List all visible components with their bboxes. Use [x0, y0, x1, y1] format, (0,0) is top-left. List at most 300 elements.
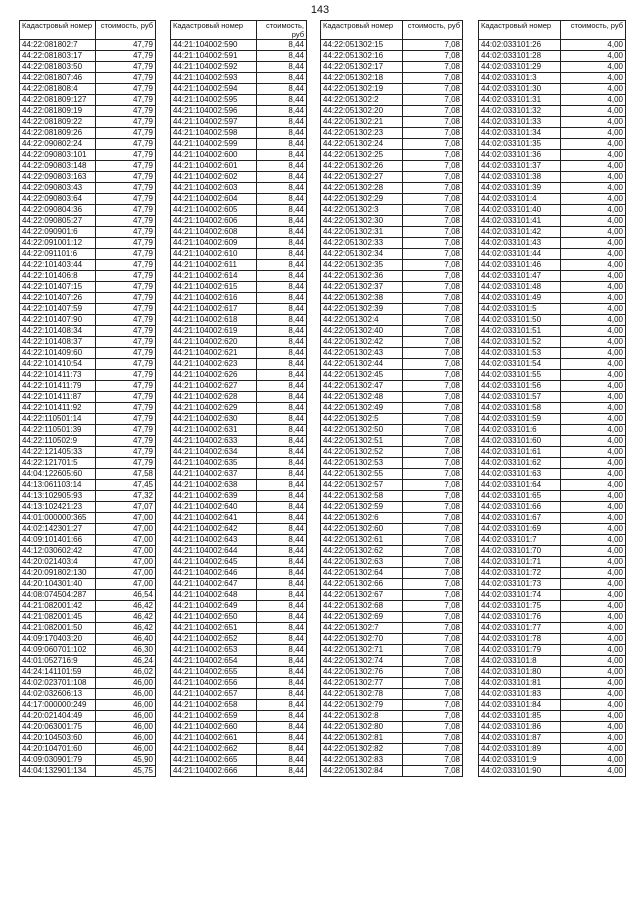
table-row	[479, 436, 626, 447]
cost-cell: 7,08	[403, 491, 463, 502]
cadastral-number-cell: 44:02:033101:40	[479, 205, 561, 216]
cadastral-number-cell: 44:22:051302:42	[321, 337, 403, 348]
cadastral-number-cell: 44:02:033101:62	[479, 458, 561, 469]
cost-cell: 4,00	[561, 282, 626, 293]
cost-cell: 47,79	[96, 238, 156, 249]
table-row	[171, 491, 307, 502]
table-row	[171, 392, 307, 403]
table-row	[321, 656, 463, 667]
cadastral-number-cell: 44:02:033101:58	[479, 403, 561, 414]
cost-cell: 4,00	[561, 139, 626, 150]
cost-cell: 7,08	[403, 315, 463, 326]
cadastral-number-cell: 44:20:104503:60	[20, 733, 96, 744]
table-row	[479, 480, 626, 491]
cadastral-number-cell: 44:21:104002:646	[171, 568, 257, 579]
cadastral-number-cell: 44:20:104701:60	[20, 744, 96, 755]
cadastral-number-cell: 44:22:051302:74	[321, 656, 403, 667]
cadastral-number-cell: 44:22:051302:76	[321, 667, 403, 678]
cost-cell: 7,08	[403, 249, 463, 260]
cost-cell: 8,44	[257, 436, 307, 447]
table-row	[20, 579, 156, 590]
cadastral-number-cell: 44:20:021403:4	[20, 557, 96, 568]
table-row	[20, 733, 156, 744]
cadastral-number-cell: 44:21:104002:597	[171, 117, 257, 128]
cadastral-number-cell: 44:02:033101:73	[479, 579, 561, 590]
cost-cell: 47,79	[96, 62, 156, 73]
cost-cell: 8,44	[257, 579, 307, 590]
table-body	[20, 40, 156, 777]
cadastral-number-cell: 44:02:033101:38	[479, 172, 561, 183]
cost-cell: 8,44	[257, 733, 307, 744]
table-row	[321, 40, 463, 51]
cadastral-number-cell: 44:22:081803:50	[20, 62, 96, 73]
table-row	[20, 722, 156, 733]
cost-cell: 7,08	[403, 469, 463, 480]
cost-cell: 46,30	[96, 645, 156, 656]
cost-cell: 4,00	[561, 128, 626, 139]
cadastral-number-cell: 44:22:051302:16	[321, 51, 403, 62]
cadastral-number-cell: 44:02:033101:84	[479, 700, 561, 711]
cost-cell: 7,08	[403, 348, 463, 359]
cadastral-number-cell: 44:22:051302:20	[321, 106, 403, 117]
table-row	[321, 95, 463, 106]
cadastral-number-cell: 44:22:051302:79	[321, 700, 403, 711]
cadastral-number-cell: 44:22:051302:35	[321, 260, 403, 271]
cost-cell: 47,79	[96, 392, 156, 403]
table-row	[171, 51, 307, 62]
table-row	[479, 601, 626, 612]
cadastral-number-cell: 44:09:030901:79	[20, 755, 96, 766]
cadastral-number-cell: 44:02:033101:33	[479, 117, 561, 128]
cadastral-number-cell: 44:22:051302:58	[321, 491, 403, 502]
table-row	[479, 337, 626, 348]
cost-cell: 7,08	[403, 414, 463, 425]
table-row	[171, 205, 307, 216]
cadastral-number-cell: 44:22:051302:61	[321, 535, 403, 546]
cadastral-number-cell: 44:22:051302:27	[321, 172, 403, 183]
cadastral-number-cell: 44:21:104002:651	[171, 623, 257, 634]
cadastral-number-cell: 44:22:101410:54	[20, 359, 96, 370]
cadastral-number-cell: 44:22:051302:47	[321, 381, 403, 392]
cadastral-number-cell: 44:21:104002:596	[171, 106, 257, 117]
cost-cell: 7,08	[403, 216, 463, 227]
table-row	[171, 293, 307, 304]
cadastral-number-cell: 44:21:104002:626	[171, 370, 257, 381]
table-row	[321, 733, 463, 744]
cadastral-number-cell: 44:22:051302:17	[321, 62, 403, 73]
table-row	[171, 700, 307, 711]
cost-cell: 7,08	[403, 425, 463, 436]
cadastral-number-cell: 44:22:101411:79	[20, 381, 96, 392]
cadastral-number-cell: 44:22:051302:55	[321, 469, 403, 480]
cadastral-number-cell: 44:22:051302:31	[321, 227, 403, 238]
table-row	[171, 590, 307, 601]
table-row	[171, 656, 307, 667]
cost-cell: 4,00	[561, 645, 626, 656]
cost-cell: 8,44	[257, 51, 307, 62]
cost-cell: 8,44	[257, 348, 307, 359]
cadastral-number-cell: 44:04:122605:60	[20, 469, 96, 480]
table-row	[479, 293, 626, 304]
cadastral-number-cell: 44:22:081802:7	[20, 40, 96, 51]
cost-cell: 7,08	[403, 326, 463, 337]
cadastral-number-cell: 44:21:104002:642	[171, 524, 257, 535]
cadastral-number-cell: 44:21:104002:590	[171, 40, 257, 51]
cadastral-number-cell: 44:20:063001:75	[20, 722, 96, 733]
cost-cell: 7,08	[403, 480, 463, 491]
table-header-row	[321, 21, 463, 40]
table-row	[20, 458, 156, 469]
cadastral-number-cell: 44:21:104002:595	[171, 95, 257, 106]
cadastral-number-cell: 44:22:051302:3	[321, 205, 403, 216]
cost-cell: 4,00	[561, 238, 626, 249]
page-number: 143	[310, 4, 330, 16]
table-row	[321, 282, 463, 293]
cadastral-number-cell: 44:21:104002:658	[171, 700, 257, 711]
cadastral-number-cell: 44:21:104002:665	[171, 755, 257, 766]
table-row	[321, 62, 463, 73]
cadastral-number-cell: 44:22:101406:8	[20, 271, 96, 282]
cadastral-number-cell: 44:21:104002:657	[171, 689, 257, 700]
cost-cell: 47,79	[96, 447, 156, 458]
cost-cell: 8,44	[257, 359, 307, 370]
cadastral-number-cell: 44:09:170403:20	[20, 634, 96, 645]
cost-cell: 4,00	[561, 326, 626, 337]
table-row	[20, 62, 156, 73]
cost-cell: 4,00	[561, 51, 626, 62]
cost-cell: 4,00	[561, 271, 626, 282]
cadastral-number-cell: 44:21:104002:666	[171, 766, 257, 777]
cost-cell: 47,79	[96, 359, 156, 370]
table-row	[479, 348, 626, 359]
cadastral-number-cell: 44:22:051302:80	[321, 722, 403, 733]
cost-cell: 7,08	[403, 95, 463, 106]
cost-cell: 8,44	[257, 513, 307, 524]
table-row	[479, 513, 626, 524]
cost-cell: 8,44	[257, 744, 307, 755]
cadastral-number-cell: 44:20:021404:49	[20, 711, 96, 722]
cost-cell: 8,44	[257, 128, 307, 139]
cost-cell: 47,79	[96, 183, 156, 194]
column-header-cost: стоимость, руб	[403, 21, 463, 40]
table-row	[20, 359, 156, 370]
table-row	[171, 678, 307, 689]
register-table-2	[170, 20, 307, 777]
table-row	[20, 623, 156, 634]
table-row	[321, 535, 463, 546]
cost-cell: 47,00	[96, 513, 156, 524]
table-row	[20, 271, 156, 282]
cost-cell: 4,00	[561, 150, 626, 161]
table-row	[20, 469, 156, 480]
cadastral-number-cell: 44:22:101407:26	[20, 293, 96, 304]
table-row	[321, 469, 463, 480]
table-row	[321, 425, 463, 436]
cadastral-number-cell: 44:21:082001:50	[20, 623, 96, 634]
cost-cell: 4,00	[561, 249, 626, 260]
table-row	[20, 348, 156, 359]
cadastral-number-cell: 44:22:101411:87	[20, 392, 96, 403]
cadastral-number-cell: 44:22:090804:36	[20, 205, 96, 216]
table-row	[321, 73, 463, 84]
table-row	[171, 326, 307, 337]
cadastral-number-cell: 44:21:104002:611	[171, 260, 257, 271]
table-row	[321, 139, 463, 150]
cost-cell: 8,44	[257, 326, 307, 337]
table-row	[171, 106, 307, 117]
cost-cell: 4,00	[561, 348, 626, 359]
table-row	[171, 689, 307, 700]
cost-cell: 7,08	[403, 524, 463, 535]
cost-cell: 47,79	[96, 95, 156, 106]
cadastral-number-cell: 44:02:033101:61	[479, 447, 561, 458]
cadastral-number-cell: 44:21:104002:594	[171, 84, 257, 95]
column-header-cost: стоимость, руб	[561, 21, 626, 40]
table-row	[171, 370, 307, 381]
table-row	[321, 524, 463, 535]
cadastral-number-cell: 44:02:033101:42	[479, 227, 561, 238]
table-row	[20, 766, 156, 777]
cadastral-number-cell: 44:22:051302:70	[321, 634, 403, 645]
cost-cell: 4,00	[561, 623, 626, 634]
cost-cell: 4,00	[561, 40, 626, 51]
cadastral-number-cell: 44:21:104002:635	[171, 458, 257, 469]
table-row	[20, 238, 156, 249]
table-row	[479, 95, 626, 106]
table-row	[321, 755, 463, 766]
cadastral-number-cell: 44:22:051302:19	[321, 84, 403, 95]
cost-cell: 47,00	[96, 568, 156, 579]
table-row	[20, 293, 156, 304]
cadastral-number-cell: 44:22:081803:17	[20, 51, 96, 62]
cost-cell: 7,08	[403, 73, 463, 84]
table-row	[321, 150, 463, 161]
cost-cell: 8,44	[257, 480, 307, 491]
cost-cell: 4,00	[561, 546, 626, 557]
cadastral-number-cell: 44:22:090803:163	[20, 172, 96, 183]
cadastral-number-cell: 44:22:051302:36	[321, 271, 403, 282]
table-row	[20, 678, 156, 689]
cadastral-number-cell: 44:02:033101:87	[479, 733, 561, 744]
cost-cell: 47,79	[96, 40, 156, 51]
table-row	[20, 689, 156, 700]
cost-cell: 4,00	[561, 183, 626, 194]
cost-cell: 8,44	[257, 95, 307, 106]
table-row	[479, 557, 626, 568]
cadastral-number-cell: 44:21:104002:637	[171, 469, 257, 480]
table-row	[321, 458, 463, 469]
cadastral-number-cell: 44:22:051302:82	[321, 744, 403, 755]
table-row	[479, 381, 626, 392]
table-row	[171, 447, 307, 458]
table-row	[321, 546, 463, 557]
table-row	[479, 733, 626, 744]
cadastral-number-cell: 44:22:091101:6	[20, 249, 96, 260]
cost-cell: 4,00	[561, 590, 626, 601]
cost-cell: 7,08	[403, 733, 463, 744]
cadastral-number-cell: 44:21:082001:45	[20, 612, 96, 623]
cost-cell: 4,00	[561, 117, 626, 128]
cost-cell: 7,08	[403, 227, 463, 238]
cadastral-number-cell: 44:22:051302:52	[321, 447, 403, 458]
table-row	[171, 249, 307, 260]
table-row	[20, 161, 156, 172]
table-row	[20, 634, 156, 645]
table-row	[20, 304, 156, 315]
cost-cell: 4,00	[561, 535, 626, 546]
cost-cell: 8,44	[257, 678, 307, 689]
cost-cell: 7,08	[403, 392, 463, 403]
cost-cell: 8,44	[257, 414, 307, 425]
cost-cell: 4,00	[561, 766, 626, 777]
table-row	[479, 172, 626, 183]
table-row	[171, 128, 307, 139]
cadastral-number-cell: 44:02:033101:37	[479, 161, 561, 172]
table-header-row	[20, 21, 156, 40]
table-row	[20, 557, 156, 568]
cadastral-number-cell: 44:22:101409:60	[20, 348, 96, 359]
cadastral-number-cell: 44:22:051302:50	[321, 425, 403, 436]
cadastral-number-cell: 44:22:051302:34	[321, 249, 403, 260]
cost-cell: 7,08	[403, 139, 463, 150]
table-row	[20, 183, 156, 194]
cost-cell: 7,08	[403, 293, 463, 304]
table-row	[321, 216, 463, 227]
cadastral-number-cell: 44:21:104002:639	[171, 491, 257, 502]
table-row	[479, 326, 626, 337]
cadastral-number-cell: 44:21:104002:617	[171, 304, 257, 315]
table-row	[171, 755, 307, 766]
table-row	[171, 568, 307, 579]
cost-cell: 47,79	[96, 282, 156, 293]
table-row	[20, 480, 156, 491]
table-row	[20, 205, 156, 216]
table-row	[20, 436, 156, 447]
cost-cell: 4,00	[561, 579, 626, 590]
cadastral-number-cell: 44:21:104002:608	[171, 227, 257, 238]
cadastral-number-cell: 44:02:033101:49	[479, 293, 561, 304]
cost-cell: 4,00	[561, 414, 626, 425]
cost-cell: 8,44	[257, 337, 307, 348]
cost-cell: 47,79	[96, 348, 156, 359]
table-row	[479, 161, 626, 172]
table-row	[20, 172, 156, 183]
table-row	[479, 700, 626, 711]
cost-cell: 7,08	[403, 711, 463, 722]
cost-cell: 4,00	[561, 656, 626, 667]
cost-cell: 8,44	[257, 447, 307, 458]
table-row	[479, 667, 626, 678]
cost-cell: 8,44	[257, 161, 307, 172]
cost-cell: 4,00	[561, 634, 626, 645]
cadastral-number-cell: 44:01:000000:365	[20, 513, 96, 524]
cost-cell: 46,00	[96, 722, 156, 733]
table-row	[20, 106, 156, 117]
cost-cell: 4,00	[561, 205, 626, 216]
cost-cell: 7,08	[403, 744, 463, 755]
cadastral-number-cell: 44:02:033101:70	[479, 546, 561, 557]
cadastral-number-cell: 44:21:104002:623	[171, 359, 257, 370]
table-row	[171, 458, 307, 469]
cadastral-number-cell: 44:21:104002:609	[171, 238, 257, 249]
table-row	[171, 469, 307, 480]
cadastral-number-cell: 44:21:104002:610	[171, 249, 257, 260]
table-row	[171, 62, 307, 73]
cost-cell: 47,79	[96, 260, 156, 271]
cost-cell: 47,79	[96, 337, 156, 348]
cost-cell: 8,44	[257, 612, 307, 623]
table-row	[20, 249, 156, 260]
cadastral-number-cell: 44:21:104002:627	[171, 381, 257, 392]
table-row	[479, 238, 626, 249]
cadastral-number-cell: 44:02:033101:51	[479, 326, 561, 337]
cadastral-number-cell: 44:21:104002:621	[171, 348, 257, 359]
cost-cell: 7,08	[403, 40, 463, 51]
cost-cell: 47,58	[96, 469, 156, 480]
cost-cell: 8,44	[257, 403, 307, 414]
cost-cell: 7,08	[403, 579, 463, 590]
table-row	[321, 480, 463, 491]
cost-cell: 4,00	[561, 755, 626, 766]
cost-cell: 47,79	[96, 139, 156, 150]
table-row	[321, 634, 463, 645]
table-row	[321, 205, 463, 216]
cost-cell: 47,79	[96, 425, 156, 436]
table-row	[321, 689, 463, 700]
table-row	[479, 612, 626, 623]
cost-cell: 4,00	[561, 667, 626, 678]
cost-cell: 7,08	[403, 260, 463, 271]
table-row	[20, 381, 156, 392]
cadastral-number-cell: 44:22:051302:51	[321, 436, 403, 447]
cadastral-number-cell: 44:02:033101:64	[479, 480, 561, 491]
cadastral-number-cell: 44:22:051302:64	[321, 568, 403, 579]
table-row	[20, 326, 156, 337]
cost-cell: 8,44	[257, 183, 307, 194]
cost-cell: 8,44	[257, 216, 307, 227]
cadastral-number-cell: 44:02:033101:7	[479, 535, 561, 546]
cost-cell: 7,08	[403, 282, 463, 293]
table-row	[479, 645, 626, 656]
cadastral-number-cell: 44:22:081807:46	[20, 73, 96, 84]
cadastral-number-cell: 44:22:101407:15	[20, 282, 96, 293]
cost-cell: 47,79	[96, 161, 156, 172]
table-row	[321, 293, 463, 304]
cadastral-number-cell: 44:22:051302:81	[321, 733, 403, 744]
table-row	[20, 612, 156, 623]
table-row	[479, 579, 626, 590]
table-row	[321, 678, 463, 689]
table-row	[321, 271, 463, 282]
table-row	[171, 216, 307, 227]
table-row	[479, 315, 626, 326]
cost-cell: 7,08	[403, 722, 463, 733]
table-row	[171, 150, 307, 161]
cost-cell: 47,79	[96, 249, 156, 260]
cadastral-number-cell: 44:21:082001:42	[20, 601, 96, 612]
table-row	[321, 612, 463, 623]
cadastral-number-cell: 44:02:033101:57	[479, 392, 561, 403]
table-row	[479, 491, 626, 502]
cost-cell: 7,08	[403, 128, 463, 139]
register-table-1	[19, 20, 156, 777]
table-row	[479, 458, 626, 469]
cadastral-number-cell: 44:02:033101:89	[479, 744, 561, 755]
cost-cell: 8,44	[257, 73, 307, 84]
table-row	[321, 106, 463, 117]
table-row	[479, 183, 626, 194]
cost-cell: 4,00	[561, 62, 626, 73]
